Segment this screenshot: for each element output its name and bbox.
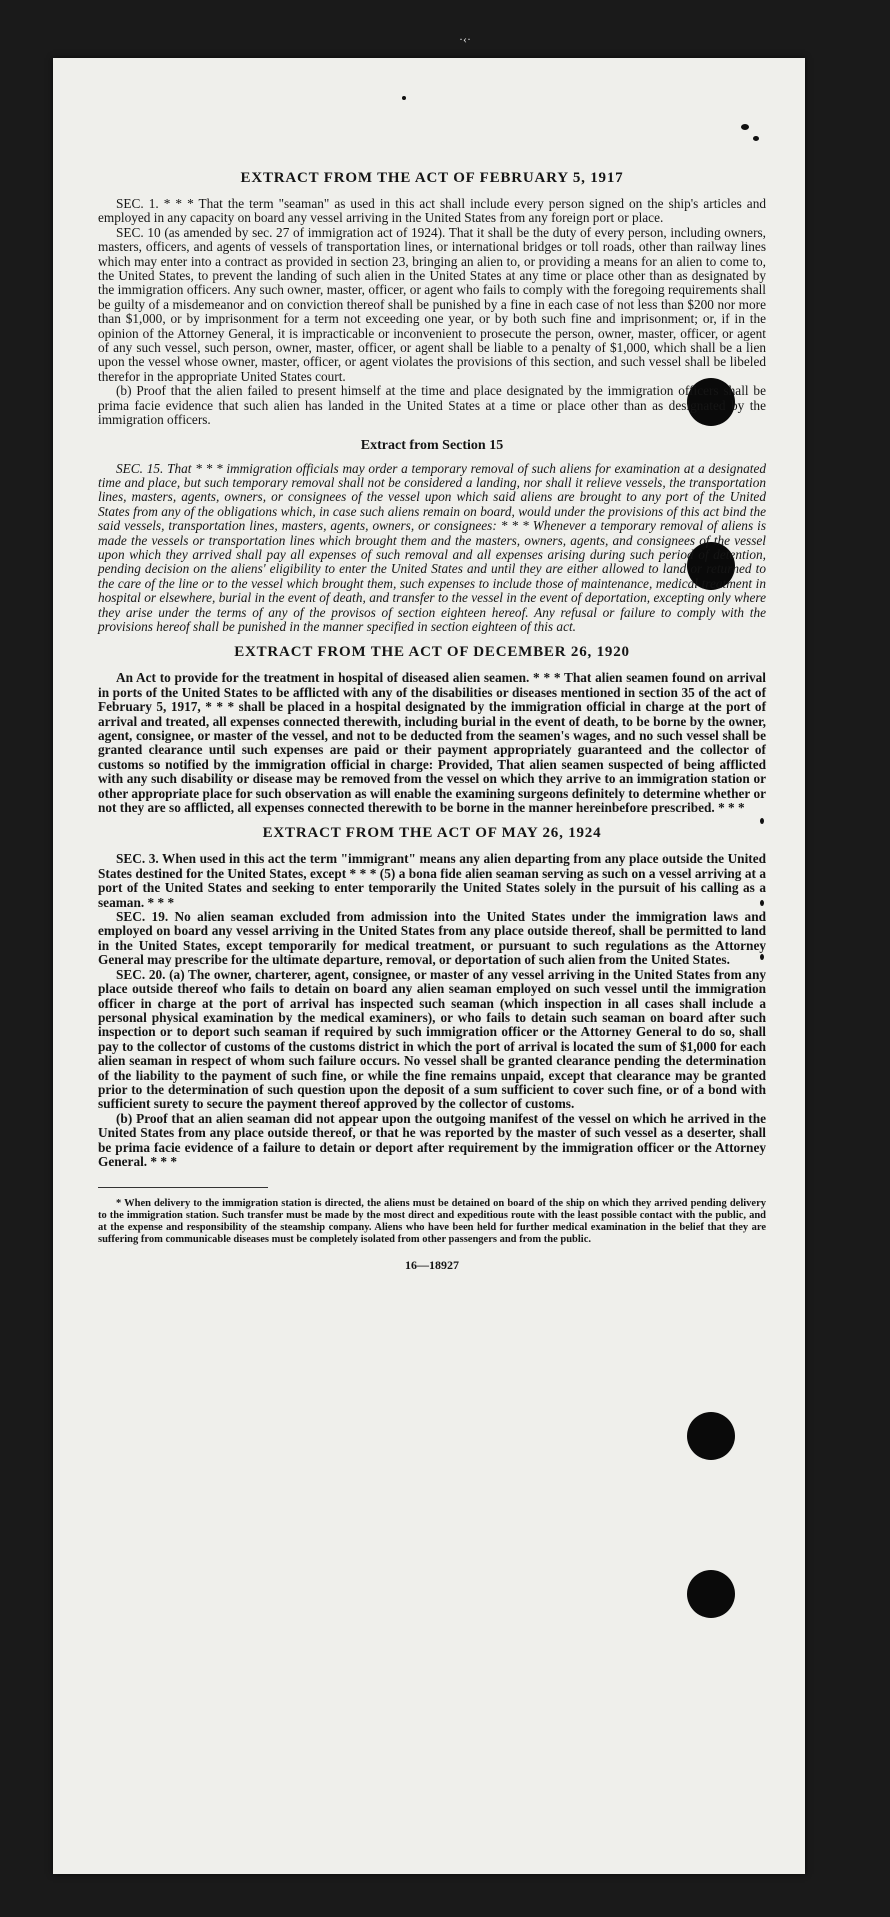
paragraph-1917-sec-10b: (b) Proof that the alien failed to present himself at the time and place designated by the immigration officers shall be prima facie evidence that such alien has landed in the United States at a time or place other than as designated by the immigration officers. xyxy=(98,383,766,428)
document-page xyxy=(53,58,805,1874)
heading-act-1924: EXTRACT FROM THE ACT OF MAY 26, 1924 xyxy=(262,825,602,842)
punch-hole xyxy=(687,1570,735,1618)
spacer xyxy=(98,634,766,644)
paragraph-1924-sec-19: SEC. 19. No alien seaman excluded from admission into the United States under the immigration laws and employed on board any vessel arriving in the United States from any place outside thereof, shall be permitted to land in the United States, except temporarily for medical treatment, or pursuant to such regulations as the Attorney General may prescribe for the ultimate departure, removal, or deportation of such alien from the United States. xyxy=(98,909,766,968)
ink-speck xyxy=(741,124,749,130)
ink-speck xyxy=(753,136,759,141)
edge-mark: ·‹· xyxy=(459,32,471,46)
paragraph-1924-sec-20a: SEC. 20. (a) The owner, charterer, agent, consignee, or master of any vessel arriving in the United States from any place outside thereof who fails to detain on board any alien seaman employed on such vessel until the immigration officer in charge at the port of arrival has inspected such seaman (which inspection in all cases shall include a personal physical examination by the medical examiners), or who fails to detain such seaman on board after such inspection or to deport such seaman if required by such immigration officer or the Attorney General to do so, shall pay to the collector of customs of the customs district in which the port of arrival is located the sum of $1,000 for each alien seaman in respect of whom such failure occurs. No vessel shall be granted clearance pending the determination of the liability to the payment of such fine, or while the fine remains unpaid, except that clearance may be granted prior to the determination of such question upon the deposit of a sum sufficient to cover such fine, or of a bond with sufficient surety to secure the payment thereof approved by the collector of customs. xyxy=(98,966,766,1112)
heading-act-1920: EXTRACT FROM THE ACT OF DECEMBER 26, 1920 xyxy=(234,644,630,661)
document-body xyxy=(98,170,766,1273)
paragraph-1917-sec-1: SEC. 1. * * * That the term "seaman" as used in this act shall include every person signed on the ship's articles and employed in any capacity on board any vessel arriving in the United States from any foreign port or place. xyxy=(98,196,766,226)
paragraph-1917-sec-10: SEC. 10 (as amended by sec. 27 of immigration act of 1924). That it shall be the duty of every person, including owners, masters, officers, and agents of vessels of transportation lines, or international bridges or toll roads, other than railway lines which may enter into a contract as provided in section 23, bringing an alien to, or providing a means for an alien to come to, the United States, to prevent the landing of such alien in the United States at any time or place other than as designated by the immigration officers. Any such owner, master, officer, or agent who fails to comply with the foregoing requirements shall be guilty of a misdemeanor and on conviction thereof shall be punished by a fine in each case of not less than $200 nor more than $1,000, or by imprisonment for a term not exceeding one year, or by both such fine and imprisonment; or, if in the opinion of the Attorney General, it is impracticable or inconvenient to prosecute the person, owner, master, officer, or agent of any such vessel, such person, owner, master, officer, or agent shall be liable to a penalty of $1,000, which shall be a lien upon the vessel whose owner, master, officer, or agent violates the provisions of this section, and such vessel shall be libeled therefor in the appropriate United States court. xyxy=(98,224,766,384)
ink-speck xyxy=(402,96,406,100)
heading-act-1917: EXTRACT FROM THE ACT OF FEBRUARY 5, 1917 xyxy=(240,170,624,186)
page-code: 16—18927 xyxy=(405,1258,459,1273)
footnote: * When delivery to the immigration station is directed, the aliens must be detained on board of the ship on which they arrived pending delivery to the immigration station. Such transfer must be made by the most direct and expeditious route with the least possible contact with the public, and at the expense and responsibility of the steamship company. Aliens who have been held for further medical examination in the belief that they are suffering from communicable diseases must be completely isolated from other passengers and from the public. xyxy=(98,1198,766,1246)
paragraph-1924-sec-20b: (b) Proof that an alien seaman did not appear upon the outgoing manifest of the vessel on which he arrived in the United States from any place outside thereof, or that he was reported by the master of such vessel as a deserter, shall be prima facie evidence of a failure to detain or deport after requirement by the immigration officer or the Attorney General. * * * xyxy=(98,1110,766,1169)
punch-hole xyxy=(687,1412,735,1460)
paragraph-1924-sec-3: SEC. 3. When used in this act the term "immigrant" means any alien departing from any place outside the United States destined for the United States, except * * * (5) a bona fide alien seaman serving as such on a vessel arriving at a port of the United States and seeking to enter temporarily the United States solely in the pursuit of his calling as a seaman. * * * xyxy=(98,851,766,910)
footnote-rule xyxy=(98,1187,268,1188)
paragraph-sec-15: SEC. 15. That * * * immigration officials may order a temporary removal of such aliens for examination at a designated time and place, but such temporary removal shall not be considered a landing, nor shall it relieve vessels, the transportation lines, masters, agents, owners, or consignees of the vessel upon which said aliens are brought to any port of the United States from any of the obligations which, in case such aliens remain on board, would under the provisions of this act bind the said vessels, transportation lines, masters, agents, owners, or consignees: * * * Whenever a temporary removal of aliens is made the vessels or transportation lines which brought them and the masters, owners, agents, and consignees of the vessel upon which they arrived shall pay all expenses of such removal and all expenses arising during such period of detention, pending decision on the aliens' eligibility to enter the United States and until they are either allowed to land or returned to the care of the line or to the vessel which brought them, such expenses to include those of maintenance, medical treatment in hospital or elsewhere, burial in the event of death, and transfer to the vessel in the event of deportation, excepting only where they arise under the terms of any of the provisos of section eighteen hereof. Any refusal or failure to comply with the provisions hereof shall be punished in the manner specified in section eighteen of this act. xyxy=(98,460,766,634)
heading-section-15: Extract from Section 15 xyxy=(360,437,504,453)
paragraph-act-1920: An Act to provide for the treatment in hospital of diseased alien seamen. * * * That alien seamen found on arrival in ports of the United States to be afflicted with any of the disabilities or diseases mentioned in section 35 of the act of February 5, 1917, * * * shall be placed in a hospital designated by the immigration official in charge at the port of arrival and treated, all expenses connected therewith, including burial in the event of death, to be borne by the owner, agent, consignee, or master of the vessel, and not to be deducted from the seamen's wages, and no such vessel shall be granted clearance until such expenses are paid or their payment appropriately guaranteed and the collector of customs so notified by the immigration official in charge: Provided, That alien seamen suspected of being afflicted with any such disability or disease may be removed from the vessel on which they arrive to an immigration station or other appropriate place for such observation as will enable the examining surgeons definitely to determine whether or not they are so afflicted, all expenses connected therewith to be borne in the manner hereinbefore prescribed. * * * xyxy=(98,670,766,816)
spacer xyxy=(98,815,766,825)
